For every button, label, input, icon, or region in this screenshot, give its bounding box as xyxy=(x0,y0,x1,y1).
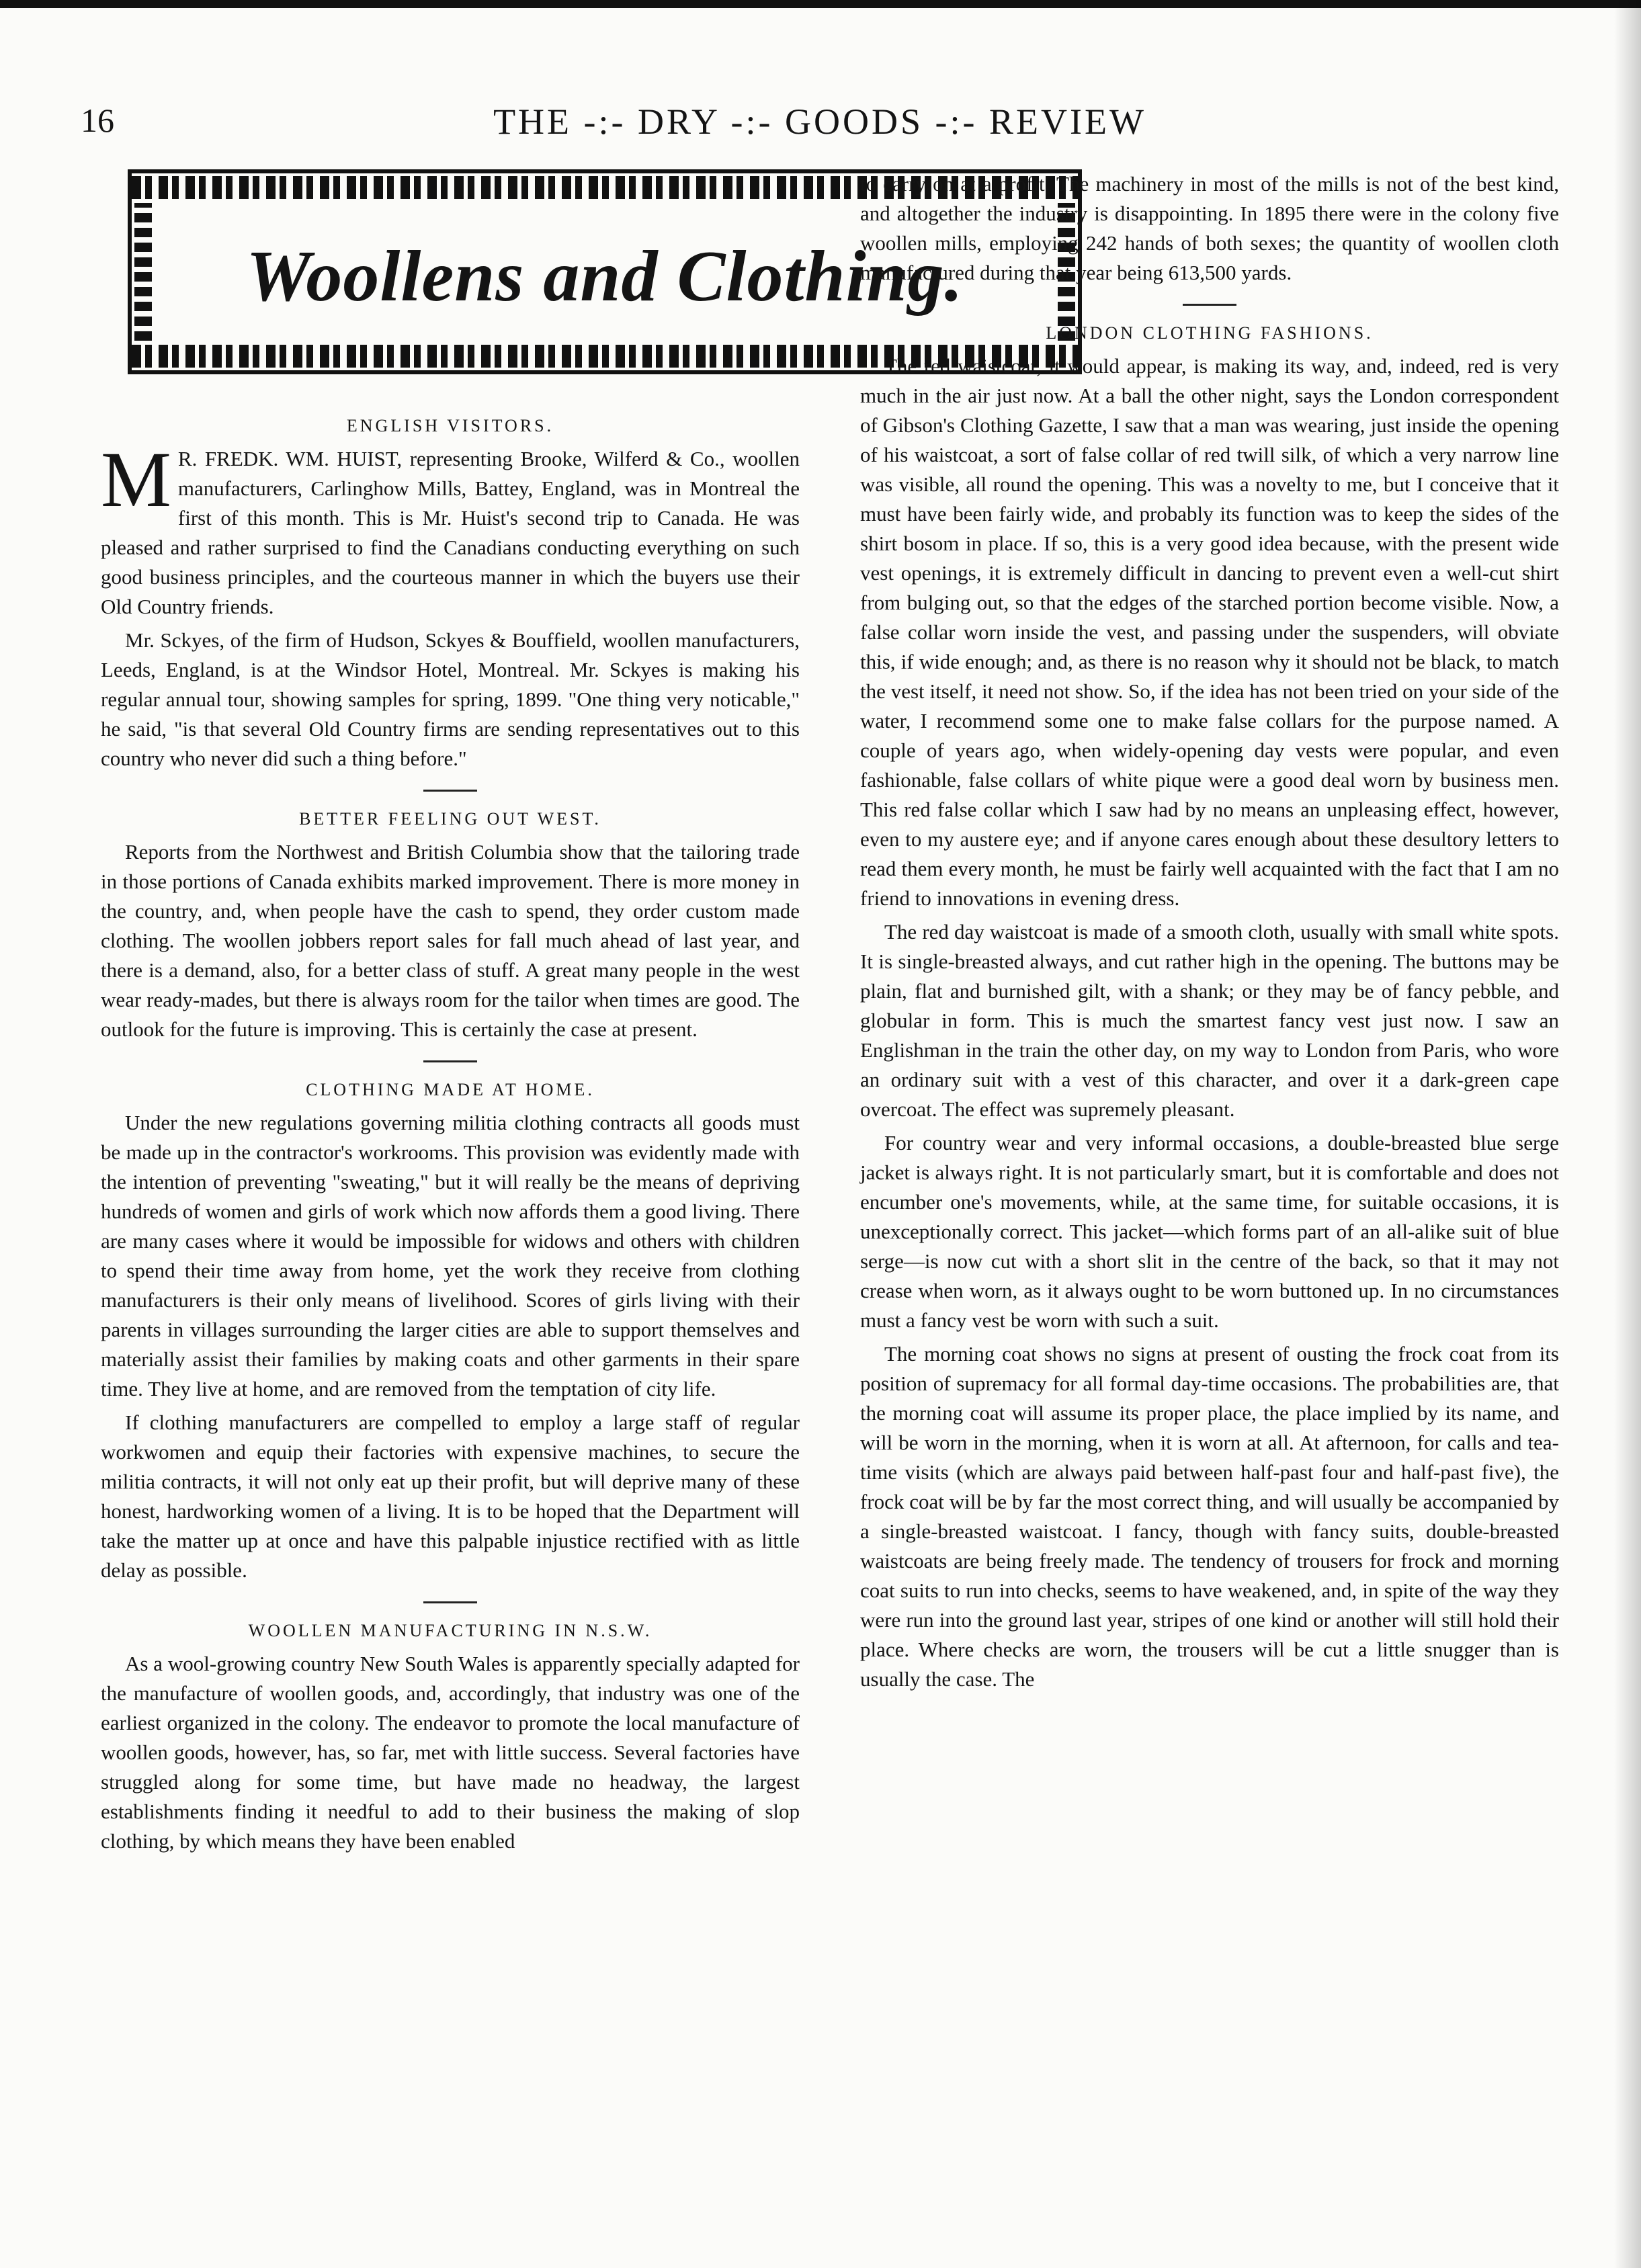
article-columns xyxy=(101,169,1559,2226)
article-paragraph: MR. FREDK. WM. HUIST, representing Brooke, Wilferd & Co., woollen manufacturers, Carlinghow Mills, Battey, England, was in Montreal the first of this month. This is Mr. Huist's second trip to Canada. He was pleased and rather surprised to find the Canadians conducting everything on such good business principles, and the courteous manner in which the buyers use their Old Country friends. xyxy=(101,435,800,618)
right-column xyxy=(860,169,1559,2226)
article-heading: CLOTHING MADE AT HOME. xyxy=(306,1080,595,1099)
article-heading: WOOLLEN MANUFACTURING IN N.S.W. xyxy=(248,1621,653,1640)
section-divider xyxy=(423,790,477,792)
section-divider xyxy=(1183,304,1236,306)
article-heading: ENGLISH VISITORS. xyxy=(346,416,554,435)
article-paragraph: The morning coat shows no signs at present of ousting the frock coat from its position of supremacy for all formal day-time occasions. The probabilities are, that the morning coat will assume its proper place, the place implied by its name, and will be worn in the morning, when it is worn at all. At afternoon, for calls and tea-time visits (which are always paid between half-past four and half-past five), the frock coat will be by far the most correct thing, and will usually be accompanied by a single-breasted waistcoat. I fancy, though with fancy suits, double-breasted waistcoats are being freely made. The tendency of trousers for frock and morning coat suits to run into checks, seems to have weakened, and, in spite of the way they were run into the ground last year, stripes of one kind or another will still hold their place. Where checks are worn, the trousers will be cut a little snugger than is usually the case. The xyxy=(860,1342,1559,1691)
running-head: THE -:- DRY -:- GOODS -:- REVIEW xyxy=(493,101,1146,142)
article-heading: BETTER FEELING OUT WEST. xyxy=(299,809,601,829)
article-heading: LONDON CLOTHING FASHIONS. xyxy=(1046,323,1374,343)
article-better-feeling xyxy=(101,809,800,1044)
left-column xyxy=(101,169,964,2226)
article-paragraph: Under the new regulations governing militia clothing contracts all goods must be made up in the contractor's workrooms. This provision was evidently made with the intention of preventing "sweating," but it will really be the means of depriving hundreds of women and girls of work which now affords them a good living. There are many cases where it would be impossible for widows and others with children to spend their time away from home, yet the work they receive from clothing manufacturers is their only means of livelihood. Scores of girls living with their parents in villages surrounding the larger cities are able to support themselves and materially assist their families by making coats and other garments in their spare time. They live at home, and are removed from the temptation of city life. xyxy=(101,1111,800,1400)
continued-paragraph: to carry on at a profit. The machinery in most of the mills is not of the best kind, and altogether the industry is disappointing. In 1895 there were in the colony five woollen mills, employing 242 hands of both sexes; the quantity of woollen cloth manufactured during that year being 613,500 yards. xyxy=(860,172,1559,284)
section-divider xyxy=(423,1601,477,1603)
article-paragraph: As a wool-growing country New South Wales is apparently specially adapted for the manufacture of woollen goods, and, accordingly, that industry was one of the earliest organized in the colony. The endeavor to promote the local manufacture of woollen goods, however, has, so far, met with little success. Several factories have struggled along for some time, but have made no headway, the largest establishments finding it needful to add to their business the making of slop clothing, by which means they have been enabled xyxy=(101,1652,800,1853)
article-paragraph: The red day waistcoat is made of a smooth cloth, usually with small white spots. It is single-breasted always, and cut rather high in the opening. The buttons may be plain, flat and burnished gilt, with a shank; or they may be of fancy pebble, and globular in form. This is much the smartest fancy vest just now. I saw an Englishman in the train the other day, on my way to London from Paris, who wore an ordinary suit with a vest of this character, and over it a dark-green cape overcoat. The effect was supremely pleasant. xyxy=(860,920,1559,1121)
top-edge-rule xyxy=(0,0,1641,8)
section-divider xyxy=(423,1060,477,1062)
article-paragraph: The red waistcoat, it would appear, is making its way, and, indeed, red is very much in the air just now. At a ball the other night, says the London correspondent of Gibson's Clothing Gazette, I saw that a man was wearing, just inside the opening of his waistcoat, a sort of false collar of red twill silk, of which a very narrow line was visible, all round the opening. This was a novelty to me, but I conceive that it must have been fairly wide, and probably its function was to keep the sides of the shirt bosom in place. If so, this is a very good idea because, with the present wide vest openings, it is extremely difficult in dancing to prevent even a well-cut shirt from bulging out, so that the edges of the starched portion become visible. Now, a false collar worn inside the vest, and passing under the suspenders, will obviate this, if wide enough; and, as there is no reason why it should not be black, to match the vest itself, it need not show. So, if the idea has not been tried on your side of the water, I recommend some one to make false collars for the purpose named. A couple of years ago, when widely-opening day vests were popular, and even fashionable, false collars of white pique were a good deal worn by business men. This red false collar which I saw had by no means an unpleasing effect, however, even to my austere eye; and if anyone cares enough about these desultory letters to read them every month, he must be fairly well acquainted with the fact that I am no friend to innovations in evening dress. xyxy=(860,354,1559,910)
article-paragraph: Mr. Sckyes, of the firm of Hudson, Sckyes & Bouffield, woollen manufacturers, Leeds, England, is at the Windsor Hotel, Montreal. Mr. Sckyes is making his regular annual tour, showing samples for spring, 1899. "One thing very noticable," he said, "is that several Old Country firms are sending representatives out to this country who never did such a thing before." xyxy=(101,628,800,770)
article-english-visitors xyxy=(101,416,800,773)
article-paragraph: For country wear and very informal occasions, a double-breasted blue serge jacket is always right. It is not particularly smart, but it is comfortable and does not encumber one's movements, while, at the same time, for suitable occasions, it is unexceptionally correct. This jacket—which forms part of an all-alike suit of blue serge—is now cut with a short slit in the centre of the back, so that it may not crease when worn, as it always ought to be worn buttoned up. In no circumstances must a fancy vest be worn with such a suit. xyxy=(860,1131,1559,1332)
article-london-fashions xyxy=(860,323,1559,1694)
section-title: Woollens and Clothing. xyxy=(246,237,964,317)
article-woollen-manufacturing xyxy=(101,1621,800,1856)
page-header xyxy=(81,101,1559,148)
page-edge-shadow xyxy=(1614,0,1641,2268)
article-clothing-made-at-home xyxy=(101,1080,800,1585)
article-paragraph: If clothing manufacturers are compelled to employ a large staff of regular workwomen and equip their factories with expensive machines, to secure the militia contracts, it will not only eat up their profit, but will deprive many of these honest, hardworking women of a living. It is to be hoped that the Department will take the matter up at once and have this palpable injustice rectified with as little delay as possible. xyxy=(101,1411,800,1582)
article-paragraph: Reports from the Northwest and British Columbia show that the tailoring trade in those portions of Canada exhibits marked improvement. There is more money in the country, and, when people have the cash to spend, they order custom made clothing. The woollen jobbers report sales for fall much ahead of last year, and there is a demand, also, for a better class of stuff. A great many people in the west wear ready-mades, but there is always room for the tailor when times are good. The outlook for the future is improving. This is certainly the case at present. xyxy=(101,840,800,1041)
page-number: 16 xyxy=(81,101,114,139)
